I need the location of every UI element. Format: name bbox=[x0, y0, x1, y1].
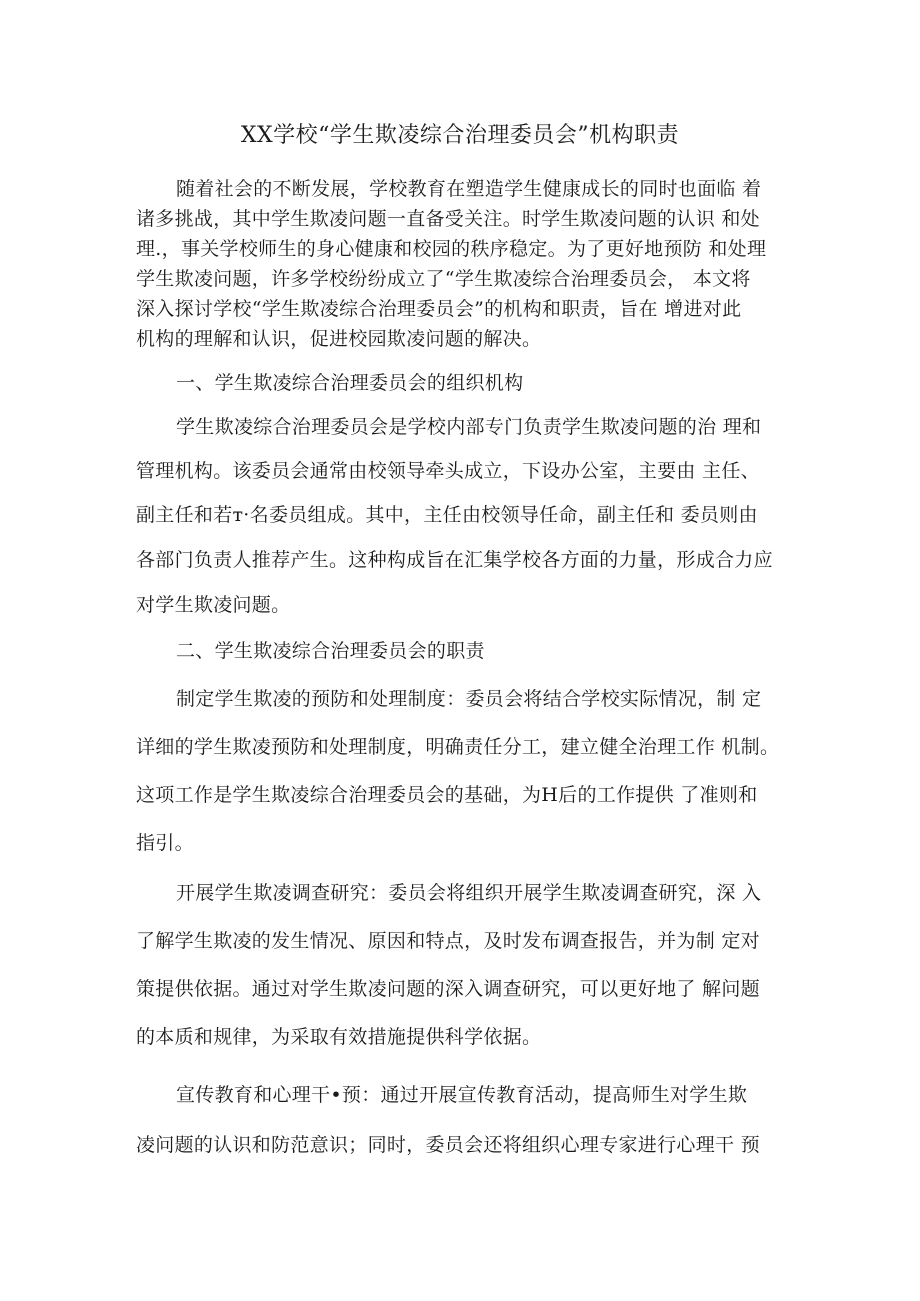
paragraph-line: 详细的学生欺凌预防和处理制度，明确责任分工，建立健全治理工作 机制。 bbox=[136, 736, 780, 758]
paragraph-line: 机构的理解和认识，促进校园欺凌问题的解决。 bbox=[136, 328, 542, 350]
document-title: XX学校“学生欺凌综合治理委员会”机构职责 bbox=[240, 123, 680, 148]
paragraph-line: 学生欺凌综合治理委员会是学校内部专门负责学生欺凌问题的治 理和 bbox=[176, 416, 762, 438]
paragraph-line: 学生欺凌问题，许多学校纷纷成立了“学生欺凌综合治理委员会， 本文将 bbox=[136, 268, 751, 290]
paragraph-line: 这项工作是学生欺凌综合治理委员会的基础，为H后的工作提供 了准则和 bbox=[136, 784, 758, 806]
paragraph-line: 的本质和规律，为采取有效措施提供科学依据。 bbox=[136, 1026, 542, 1048]
paragraph-line: 各部门负责人推荐产生。这种构成旨在汇集学校各方面的力量，形成合力应 bbox=[136, 549, 773, 571]
paragraph-line: 开展学生欺凌调查研究：委员会将组织开展学生欺凌调查研究，深 入 bbox=[176, 882, 762, 904]
paragraph-line: 对学生欺凌问题。 bbox=[136, 594, 291, 616]
paragraph-line: 理.，事关学校师生的身心健康和校园的秩序稳定。为了更好地预防 和处理 bbox=[136, 238, 767, 260]
paragraph-line: 诸多挑战，其中学生欺凌问题一直备受关注。时学生欺凌问题的认识 和处 bbox=[136, 208, 760, 230]
paragraph-line: 指引。 bbox=[136, 832, 194, 854]
section-heading: 一、学生欺凌综合治理委员会的组织机构 bbox=[176, 372, 524, 394]
paragraph-line: 副主任和若т·名委员组成。其中，主任由校领导任命，副主任和 委员则由 bbox=[136, 504, 758, 526]
paragraph-line: 凌问题的认识和防范意识；同时，委员会还将组织心理专家进行心理干 预 bbox=[136, 1134, 760, 1156]
paragraph-line: 制定学生欺凌的预防和处理制度：委员会将结合学校实际情况，制 定 bbox=[176, 688, 762, 710]
paragraph-line: 深入探讨学校“学生欺凌综合治理委员会”的机构和职责，旨在 增进对此 bbox=[136, 298, 742, 320]
section-heading: 二、学生欺凌综合治理委员会的职责 bbox=[176, 640, 485, 662]
paragraph-line: 宣传教育和心理干•预：通过开展宣传教育活动，提高师生对学生欺 bbox=[176, 1084, 748, 1106]
paragraph-line: 了解学生欺凌的发生情况、原因和特点，及时发布调查报告，并为制 定对 bbox=[136, 930, 760, 952]
paragraph-line: 策提供依据。通过对学生欺凌问题的深入调查研究，可以更好地了 解问题 bbox=[136, 978, 760, 1000]
paragraph-line: 管理机构。该委员会通常由校领导牵头成立，下设办公室，主要由 主任、 bbox=[136, 460, 760, 482]
paragraph-line: 随着社会的不断发展，学校教育在塑造学生健康成长的同时也面临 着 bbox=[176, 178, 762, 200]
